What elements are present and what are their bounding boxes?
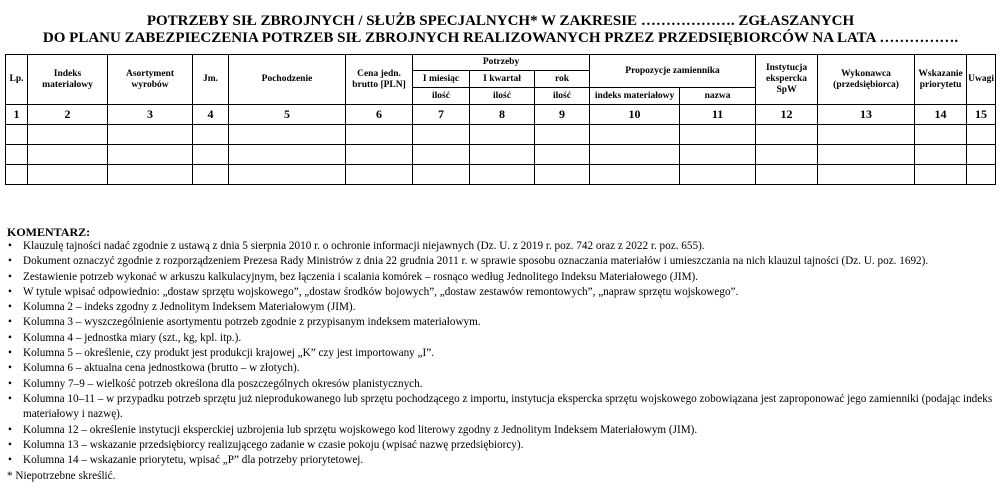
column-number: 2 xyxy=(28,105,108,125)
table-cell xyxy=(535,145,590,165)
table-cell xyxy=(680,165,756,185)
comment-item: • Zestawienie potrzeb wykonać w arkuszu kalkulacyjnym, bez łączenia i scalania komórek – rosnąco według Jednolitego Indeksu Materiałowego (JIM). xyxy=(7,270,995,285)
comment-item: • Kolumna 4 – jednostka miary (szt., kg, kpl. itp.). xyxy=(7,331,995,346)
header-replacement-proposals: Propozycje zamiennika xyxy=(590,55,756,88)
comment-item: • W tytule wpisać odpowiednio: „dostaw sprzętu wojskowego”, „dostaw środków bojowych”, „dostaw zestawów remontowych”, „napraw sprzętu wojskowego”. xyxy=(7,285,995,300)
comment-item: • Dokument oznaczyć zgodnie z rozporządzeniem Prezesa Rady Ministrów z dnia 22 grudnia 2011 r. w sprawie sposobu oznaczania materiałów i umieszczania na nich klauzul tajności (Dz. U. poz. 1692). xyxy=(7,254,995,269)
table-cell xyxy=(818,165,915,185)
column-number: 5 xyxy=(229,105,346,125)
table-cell xyxy=(915,125,967,145)
table-cell xyxy=(6,165,28,185)
column-number: 13 xyxy=(818,105,915,125)
comment-item: • Kolumna 10–11 – w przypadku potrzeb sprzętu już nieprodukowanego lub sprzętu pochodzącego z importu, instytucja ekspercka sprzętu wojskowego zobowiązana jest zaproponować jego zamienniki (podając indeks materiałowy i nazwę). xyxy=(7,392,995,423)
comments-list xyxy=(7,239,995,468)
header-remarks: Uwagi xyxy=(967,55,996,105)
table-cell xyxy=(108,145,193,165)
table-cell xyxy=(680,125,756,145)
column-number-row xyxy=(6,105,996,125)
column-number: 7 xyxy=(413,105,470,125)
table-cell xyxy=(413,125,470,145)
column-number: 4 xyxy=(193,105,229,125)
table-cell xyxy=(818,125,915,145)
column-number: 12 xyxy=(756,105,818,125)
comment-item: • Kolumna 2 – indeks zgodny z Jednolitym Indeksem Materiałowym (JIM). xyxy=(7,300,995,315)
header-quantity-quarter: ilość xyxy=(470,88,535,105)
table-cell xyxy=(680,145,756,165)
header-expert-institution: Instytucja ekspercka SpW xyxy=(756,55,818,105)
header-needs: Potrzeby xyxy=(413,55,590,71)
comment-item: • Kolumna 5 – określenie, czy produkt jest produkcji krajowej „K” czy jest importowany „I”. xyxy=(7,346,995,361)
table-cell xyxy=(229,145,346,165)
header-replacement-index: indeks materiałowy xyxy=(590,88,680,105)
table-cell xyxy=(756,125,818,145)
column-number: 14 xyxy=(915,105,967,125)
header-origin: Pochodzenie xyxy=(229,55,346,105)
comment-item: • Kolumna 13 – wskazanie przedsiębiorcy realizującego zadanie w czasie pokoju (wpisać nazwę przedsiębiorcy). xyxy=(7,438,995,453)
header-year: rok xyxy=(535,71,590,88)
table-cell xyxy=(346,145,413,165)
comment-item: • Kolumna 12 – określenie instytucji eksperckiej uzbrojenia lub sprzętu wojskowego kod literowy zgodny z Jednolitym Indeksem Materiałowym (JIM). xyxy=(7,423,995,438)
table-cell xyxy=(28,165,108,185)
table-cell xyxy=(818,145,915,165)
table-cell xyxy=(346,165,413,185)
column-number: 11 xyxy=(680,105,756,125)
column-number: 6 xyxy=(346,105,413,125)
comments-section xyxy=(7,225,995,485)
header-lp: Lp. xyxy=(6,55,28,105)
comment-item: • Klauzulę tajności nadać zgodnie z ustawą z dnia 5 sierpnia 2010 r. o ochronie informacji niejawnych (Dz. U. z 2019 r. poz. 742 oraz z 2022 r. poz. 655). xyxy=(7,239,995,254)
table-row xyxy=(6,125,996,145)
comment-item: • Kolumna 6 – aktualna cena jednostkowa (brutto – w złotych). xyxy=(7,361,995,376)
table-cell xyxy=(229,165,346,185)
header-replacement-name: nazwa xyxy=(680,88,756,105)
comment-item: • Kolumny 7–9 – wielkość potrzeb określona dla poszczególnych okresów planistycznych. xyxy=(7,377,995,392)
table-cell xyxy=(470,165,535,185)
header-quantity-month: ilość xyxy=(413,88,470,105)
table-cell xyxy=(915,145,967,165)
table-cell xyxy=(967,145,996,165)
document-title-line-2: DO PLANU ZABEZPIECZENIA POTRZEB SIŁ ZBROJNYCH REALIZOWANYCH PRZEZ PRZEDSIĘBIORCÓW NA LATA ……………. xyxy=(42,30,959,46)
header-first-month: I miesiąc xyxy=(413,71,470,88)
table-cell xyxy=(346,125,413,145)
table-cell xyxy=(413,165,470,185)
header-unit: Jm. xyxy=(193,55,229,105)
table-cell xyxy=(6,125,28,145)
comment-item: • Kolumna 14 – wskazanie priorytetu, wpisać „P” dla potrzeby priorytetowej. xyxy=(7,453,995,468)
table-cell xyxy=(108,125,193,145)
table-cell xyxy=(590,125,680,145)
table-cell xyxy=(28,125,108,145)
comments-heading: KOMENTARZ: xyxy=(7,225,91,239)
footnote: * Niepotrzebne skreślić. xyxy=(7,470,116,483)
table-cell xyxy=(6,145,28,165)
table-cell xyxy=(28,145,108,165)
table-cell xyxy=(590,145,680,165)
table-cell xyxy=(193,125,229,145)
header-material-index: Indeks materiałowy xyxy=(28,55,108,105)
table-cell xyxy=(535,125,590,145)
column-number: 8 xyxy=(470,105,535,125)
table-cell xyxy=(229,125,346,145)
table-cell xyxy=(193,165,229,185)
needs-table xyxy=(5,54,996,185)
column-number: 9 xyxy=(535,105,590,125)
table-body xyxy=(6,125,996,185)
table-row xyxy=(6,145,996,165)
column-number: 3 xyxy=(108,105,193,125)
column-number: 1 xyxy=(6,105,28,125)
table-cell xyxy=(967,125,996,145)
table-cell xyxy=(470,145,535,165)
table-cell xyxy=(193,145,229,165)
header-first-quarter: I kwartał xyxy=(470,71,535,88)
table-cell xyxy=(413,145,470,165)
comment-item: • Kolumna 3 – wyszczególnienie asortymentu potrzeb zgodnie z przypisanym indeksem materiałowym. xyxy=(7,315,995,330)
header-contractor: Wykonawca (przedsiębiorca) xyxy=(818,55,915,105)
table-cell xyxy=(756,165,818,185)
header-priority: Wskazanie priorytetu xyxy=(915,55,967,105)
header-quantity-year: ilość xyxy=(535,88,590,105)
table-cell xyxy=(470,125,535,145)
table-cell xyxy=(535,165,590,185)
column-number: 10 xyxy=(590,105,680,125)
table-cell xyxy=(590,165,680,185)
document-title-line-1: POTRZEBY SIŁ ZBROJNYCH / SŁUŻB SPECJALNYCH* W ZAKRESIE ………………. ZGŁASZANYCH xyxy=(146,13,855,29)
table-cell xyxy=(967,165,996,185)
header-product-range: Asortyment wyrobów xyxy=(108,55,193,105)
header-unit-price: Cena jedn. brutto [PLN] xyxy=(346,55,413,105)
table-cell xyxy=(915,165,967,185)
table-row xyxy=(6,165,996,185)
table-cell xyxy=(108,165,193,185)
table-cell xyxy=(756,145,818,165)
column-number: 15 xyxy=(967,105,996,125)
